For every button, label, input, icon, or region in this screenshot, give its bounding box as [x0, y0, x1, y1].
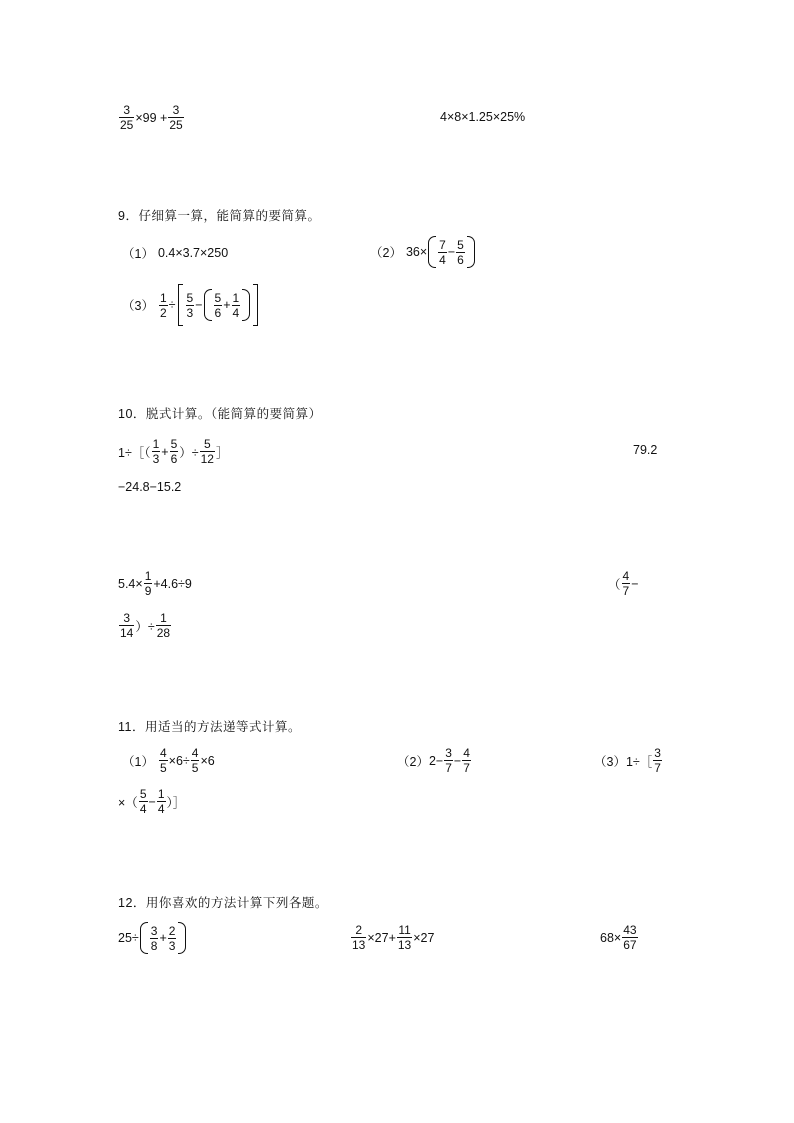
p11-title: 11．用适当的方法递等式计算。 — [118, 720, 301, 734]
fraction: 5 4 — [139, 787, 147, 816]
fraction: 1 3 — [152, 437, 160, 466]
fraction: $\frac{1}{4}$ — [232, 290, 240, 320]
fraction: $\frac{4}{5}$ — [159, 746, 167, 775]
p11-item3-part2: ×（ 5 4 − $\frac{1}{4}$ ）］ — [118, 787, 186, 816]
fraction: $\frac{4}{7}$ — [463, 746, 470, 775]
fraction: $\frac{2}{3}$ — [168, 923, 176, 953]
fraction: 5 6 — [214, 290, 222, 320]
p10-expr2-part1: 79.2 — [633, 443, 658, 457]
p11-item2: （2） 2− $\frac{3}{7}$ − $\frac{4}{7}$ — [397, 746, 470, 775]
fraction: $\frac{1}{2}$ — [159, 290, 167, 320]
fraction: 3 14 — [120, 611, 134, 640]
p11-item3-part1: （3） 1÷［ 3 7 — [594, 746, 661, 775]
right-paren — [467, 236, 475, 268]
right-bracket — [253, 284, 258, 326]
p10-expr1: 1÷［（ 1 3 + $\frac{5}{6}$ ）÷ $\frac{5}{12}$ ］ — [118, 437, 229, 466]
p10-expr3: 5.4× $\frac{1}{9}$ +4.6÷9 — [118, 569, 192, 598]
p10-title: 10．脱式计算。（能简算的要简算） — [118, 407, 322, 421]
fraction: $\frac{5}{6}$ — [170, 437, 178, 466]
p9-title: 9．仔细算一算，能简算的要简算。 — [118, 209, 321, 223]
p9-item2: （2） 36× 7 4 − $\frac{5}{6}$ — [370, 236, 476, 268]
fraction: 3 8 — [150, 923, 158, 953]
fraction: $\frac{5}{6}$ — [457, 237, 464, 267]
fraction: $\frac{1}{9}$ — [144, 569, 152, 598]
p8-right-expression: 4×8×1.25×25% — [440, 110, 526, 124]
right-paren — [242, 289, 250, 321]
p10-expr4-part2: 3 14 ）÷ $\frac{1}{28}$ — [120, 611, 171, 640]
p8-left-expression: $\frac{3}{25}$ ×99 + $\frac{3}{25}$ — [120, 103, 183, 132]
p12-q1: 25÷ 3 8 + $\frac{2}{3}$ — [118, 922, 187, 954]
fraction: $\frac{11}{13}$ — [397, 923, 412, 952]
left-bracket — [178, 284, 183, 326]
fraction: $\frac{2}{13}$ — [352, 923, 366, 952]
left-paren — [140, 922, 148, 954]
p10-expr4-part1: （ 4 7 − — [608, 569, 639, 598]
fraction: $\frac{3}{25}$ — [169, 103, 183, 132]
p10-expr2-part2: −24.8−15.2 — [118, 480, 182, 494]
fraction: $\frac{1}{28}$ — [156, 611, 171, 640]
left-paren — [204, 289, 212, 321]
fraction: 3 7 — [654, 746, 661, 775]
p12-title: 12．用你喜欢的方法计算下列各题。 — [118, 896, 328, 910]
left-paren — [428, 236, 436, 268]
fraction: 5 3 — [186, 290, 194, 320]
fraction: $\frac{3}{25}$ — [120, 103, 134, 132]
fraction: 4 7 — [622, 569, 630, 598]
p12-q3: 68× $\frac{43}{67}$ — [600, 923, 637, 952]
p12-q2: $\frac{2}{13}$ ×27+ $\frac{11}{13}$ ×27 — [352, 923, 435, 952]
right-paren — [178, 922, 186, 954]
fraction: $\frac{4}{5}$ — [191, 746, 199, 775]
p11-item1: （1） $\frac{4}{5}$ ×6÷ $\frac{4}{5}$ ×6 — [122, 746, 215, 775]
fraction: $\frac{5}{12}$ — [200, 437, 214, 466]
p9-item3: （3） $\frac{1}{2}$ ÷ 5 3 − 5 6 + $\frac{1}{4}$ — [122, 284, 260, 326]
fraction: $\frac{3}{7}$ — [445, 746, 452, 775]
fraction: $\frac{43}{67}$ — [623, 923, 637, 952]
p9-item1: （1） 0.4×3.7×250 — [122, 246, 229, 261]
fraction: 7 4 — [439, 237, 446, 267]
fraction: $\frac{1}{4}$ — [157, 787, 165, 816]
